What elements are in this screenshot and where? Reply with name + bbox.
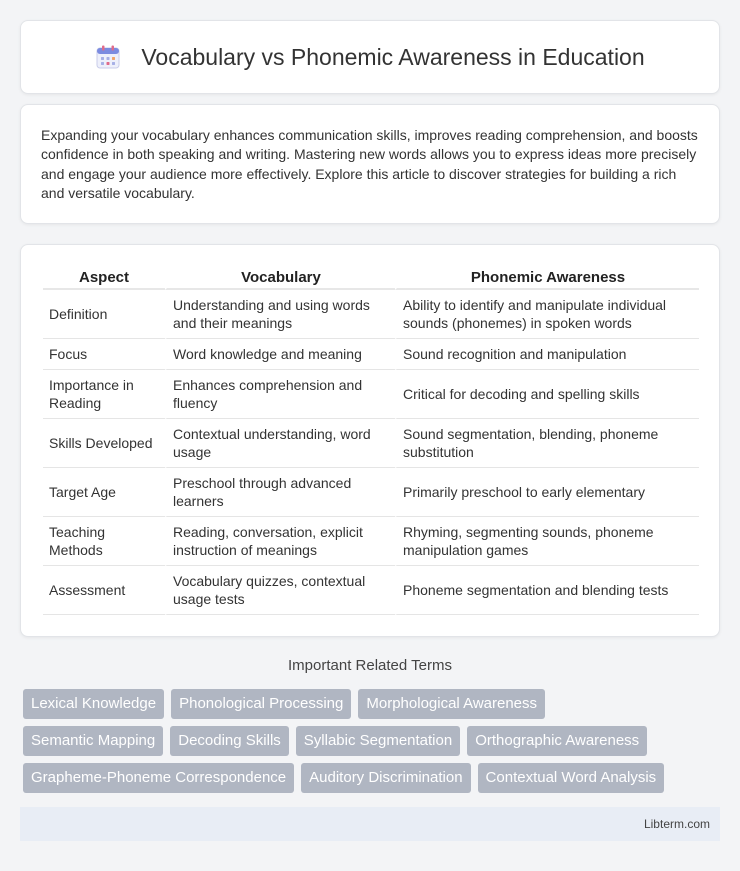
related-term-tag[interactable]: Contextual Word Analysis bbox=[478, 763, 665, 793]
related-term-tag[interactable]: Lexical Knowledge bbox=[23, 689, 164, 719]
table-cell: Definition bbox=[43, 290, 165, 339]
comparison-table-card bbox=[20, 244, 720, 637]
table-cell: Rhyming, segmenting sounds, phoneme manipulation games bbox=[395, 517, 699, 566]
column-header: Phonemic Awareness bbox=[395, 265, 699, 290]
column-header: Aspect bbox=[43, 265, 165, 290]
calendar-icon bbox=[95, 44, 121, 70]
page-title: Vocabulary vs Phonemic Awareness in Education bbox=[141, 43, 645, 70]
table-cell: Primarily preschool to early elementary bbox=[395, 468, 699, 517]
table-cell: Sound recognition and manipulation bbox=[395, 339, 699, 370]
intro-card bbox=[20, 104, 720, 224]
table-cell: Understanding and using words and their meanings bbox=[165, 290, 395, 339]
related-term-tag[interactable]: Morphological Awareness bbox=[358, 689, 545, 719]
table-cell: Critical for decoding and spelling skills bbox=[395, 370, 699, 419]
intro-text: Expanding your vocabulary enhances communication skills, improves reading comprehension, and boosts confidence in both speaking and writing. Mastering new words allows you to express ideas more precisely and engage your audience more effectively. Explore this article to discover strategies for building a rich and versatile vocabulary. bbox=[41, 127, 698, 202]
header-card bbox=[20, 20, 720, 94]
table-row bbox=[43, 566, 699, 615]
table-cell: Sound segmentation, blending, phoneme substitution bbox=[395, 419, 699, 468]
table-row bbox=[43, 468, 699, 517]
related-term-tag[interactable]: Semantic Mapping bbox=[23, 726, 163, 756]
related-term-tag[interactable]: Decoding Skills bbox=[170, 726, 289, 756]
column-header: Vocabulary bbox=[165, 265, 395, 290]
table-cell: Ability to identify and manipulate individual sounds (phonemes) in spoken words bbox=[395, 290, 699, 339]
table-cell: Teaching Methods bbox=[43, 517, 165, 566]
table-cell: Target Age bbox=[43, 468, 165, 517]
table-cell: Focus bbox=[43, 339, 165, 370]
footer-site-link[interactable]: Libterm.com bbox=[643, 817, 710, 831]
related-terms-list bbox=[23, 689, 703, 800]
table-row bbox=[43, 419, 699, 468]
related-term-tag[interactable]: Syllabic Segmentation bbox=[296, 726, 460, 756]
table-row bbox=[43, 517, 699, 566]
table-cell: Preschool through advanced learners bbox=[165, 468, 395, 517]
table-row bbox=[43, 290, 699, 339]
tag-row bbox=[23, 726, 703, 756]
related-term-tag[interactable]: Auditory Discrimination bbox=[301, 763, 470, 793]
footer bbox=[20, 807, 720, 841]
table-cell: Reading, conversation, explicit instruction of meanings bbox=[165, 517, 395, 566]
comparison-table bbox=[43, 265, 699, 615]
table-row bbox=[43, 370, 699, 419]
table-cell: Skills Developed bbox=[43, 419, 165, 468]
table-cell: Assessment bbox=[43, 566, 165, 615]
related-term-tag[interactable]: Grapheme-Phoneme Correspondence bbox=[23, 763, 294, 793]
table-cell: Enhances comprehension and fluency bbox=[165, 370, 395, 419]
table-cell: Phoneme segmentation and blending tests bbox=[395, 566, 699, 615]
table-cell: Importance in Reading bbox=[43, 370, 165, 419]
related-terms-title: Important Related Terms bbox=[288, 657, 452, 674]
table-cell: Word knowledge and meaning bbox=[165, 339, 395, 370]
related-term-tag[interactable]: Orthographic Awareness bbox=[467, 726, 647, 756]
table-cell: Contextual understanding, word usage bbox=[165, 419, 395, 468]
tag-row bbox=[23, 689, 703, 719]
table-cell: Vocabulary quizzes, contextual usage tests bbox=[165, 566, 395, 615]
related-term-tag[interactable]: Phonological Processing bbox=[171, 689, 351, 719]
table-row bbox=[43, 339, 699, 370]
table-header-row bbox=[43, 265, 699, 290]
tag-row bbox=[23, 763, 703, 793]
